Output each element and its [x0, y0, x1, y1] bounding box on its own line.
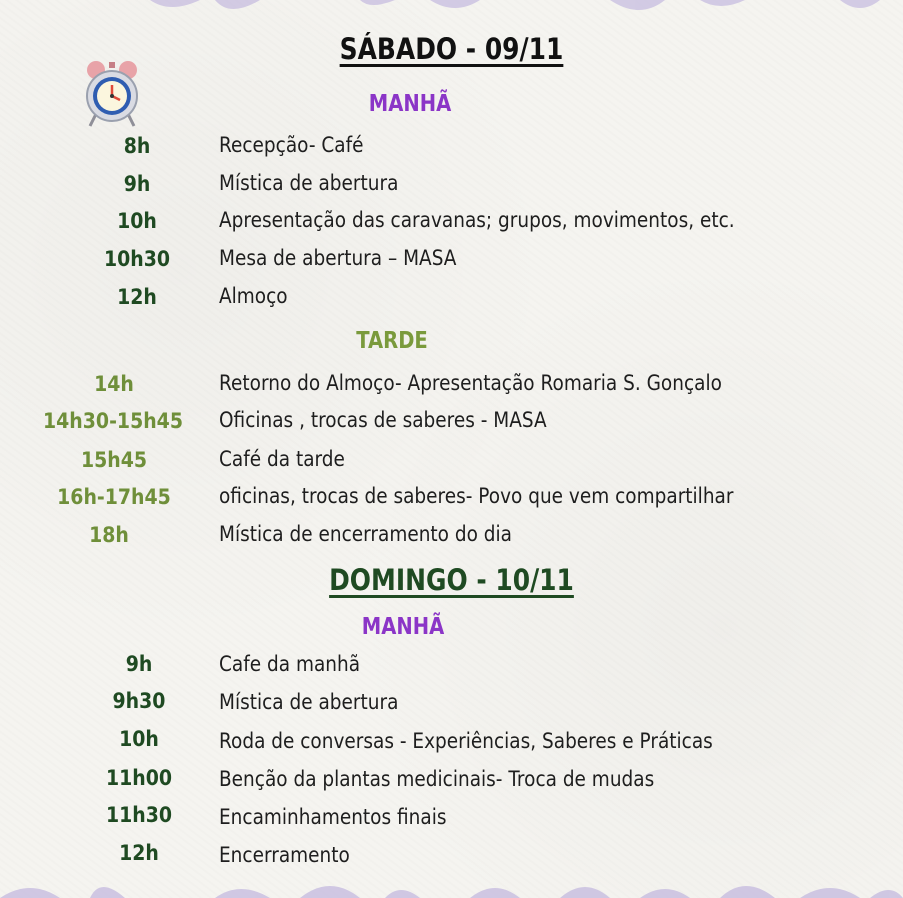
time-label: 15h45 — [80, 448, 148, 472]
leaf-pattern-top — [0, 0, 903, 24]
time-label: 9h30 — [112, 689, 166, 713]
activity-label: Encaminhamentos finais — [219, 805, 447, 830]
time-label: 9h — [125, 652, 153, 676]
activity-label: Oficinas , trocas de saberes - MASA — [219, 408, 547, 433]
time-label: 9h — [123, 172, 151, 196]
activity-label: Apresentação das caravanas; grupos, movimentos, etc. — [219, 208, 735, 233]
activity-label: Mística de encerramento do dia — [219, 522, 513, 547]
activity-label: Mesa de abertura – MASA — [219, 246, 457, 271]
activity-label: Cafe da manhã — [219, 652, 361, 677]
activity-label: Benção da plantas medicinais- Troca de mudas — [219, 767, 655, 792]
activity-label: Mística de abertura — [219, 690, 399, 715]
activity-label: Recepção- Café — [219, 133, 364, 158]
time-label: 16h-17h45 — [57, 485, 171, 509]
activity-label: oficinas, trocas de saberes- Povo que vem compartilhar — [219, 484, 734, 509]
time-label: 14h — [94, 372, 134, 396]
time-label: 14h30-15h45 — [43, 409, 183, 433]
activity-label: Roda de conversas - Experiências, Saberes e Práticas — [219, 729, 713, 754]
time-label: 8h — [123, 134, 151, 158]
time-label: 12h — [119, 841, 159, 865]
activity-label: Encerramento — [219, 843, 350, 868]
alarm-clock-icon — [82, 58, 142, 130]
saturday-afternoon-label: TARDE — [356, 328, 428, 354]
time-label: 10h — [119, 727, 159, 751]
saturday-title: SÁBADO - 09/11 — [339, 32, 564, 66]
sunday-morning-label: MANHÃ — [361, 614, 445, 640]
saturday-morning-label: MANHÃ — [368, 91, 452, 117]
sunday-title: DOMINGO - 10/11 — [329, 563, 574, 597]
time-label: 11h30 — [105, 803, 173, 827]
activity-label: Mística de abertura — [219, 171, 399, 196]
time-label: 10h — [117, 209, 157, 233]
activity-label: Retorno do Almoço- Apresentação Romaria S. Gonçalo — [219, 371, 722, 396]
activity-label: Café da tarde — [219, 447, 345, 472]
time-label: 11h00 — [105, 766, 173, 790]
time-label: 12h — [117, 285, 157, 309]
time-label: 10h30 — [103, 247, 171, 271]
time-label: 18h — [89, 523, 129, 547]
leaf-pattern-bottom — [0, 874, 903, 898]
activity-label: Almoço — [219, 284, 288, 309]
